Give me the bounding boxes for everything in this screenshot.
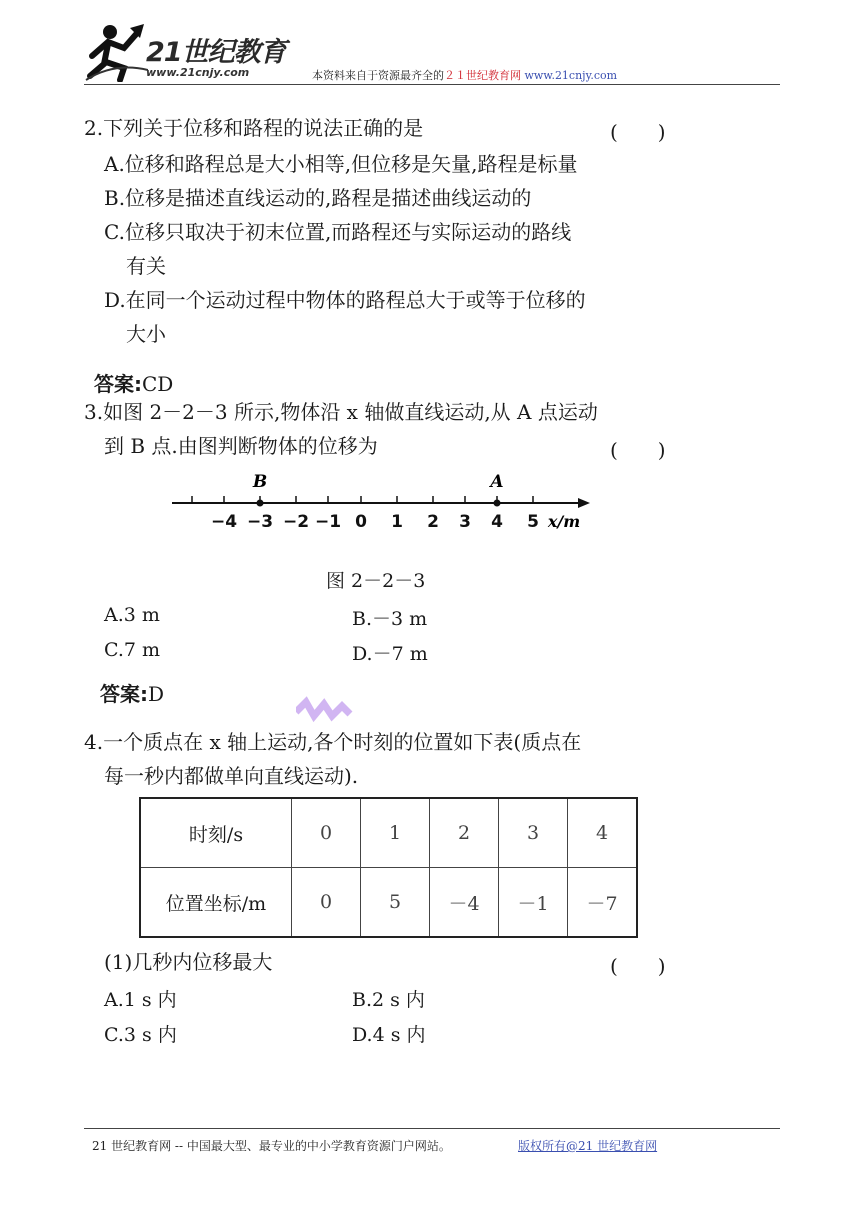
- header-note: [312, 67, 617, 83]
- figure-caption: 图 2－2－3: [326, 570, 426, 592]
- table-row: [140, 868, 637, 938]
- axis-tick-label: −3: [246, 512, 274, 532]
- q4-option-b: B.2 s 内: [352, 989, 425, 1011]
- axis-tick-label: 5: [527, 512, 539, 532]
- watermark-icon: [296, 658, 366, 728]
- q3-answer: [100, 678, 164, 707]
- table-cell: －7: [568, 868, 638, 938]
- logo-url: www.21cnjy.com: [146, 66, 250, 79]
- position-table: [139, 797, 638, 938]
- table-cell: 1: [361, 798, 430, 868]
- axis-arrow-icon: [578, 498, 590, 508]
- table-cell: 3: [499, 798, 568, 868]
- table-cell: 5: [361, 868, 430, 938]
- q2-answer: [94, 368, 173, 397]
- header-note-site: ２１世纪教育网: [444, 69, 521, 82]
- site-logo: [84, 22, 284, 84]
- axis-tick-label: −2: [282, 512, 310, 532]
- q4-option-d: D.4 s 内: [352, 1024, 426, 1046]
- q3-stem-line2: 到 B 点.由图判断物体的位移为: [104, 434, 378, 458]
- footer-text: 21 世纪教育网 -- 中国最大型、最专业的中小学教育资源门户网站。: [92, 1139, 451, 1153]
- q4-stem-line2: 每一秒内都做单向直线运动).: [104, 764, 359, 788]
- footer-divider: [84, 1128, 780, 1129]
- axis-tick-label: −4: [210, 512, 238, 532]
- q2-option-a: A.位移和路程总是大小相等,但位移是矢量,路程是标量: [104, 152, 578, 176]
- q4-option-a: A.1 s 内: [104, 989, 177, 1011]
- axis-tick-label: 3: [459, 512, 471, 532]
- q3-option-a: A.3 m: [104, 604, 160, 626]
- runner-logo-icon: [84, 22, 148, 82]
- table-cell: －4: [430, 868, 499, 938]
- q2-option-b: B.位移是描述直线运动的,路程是描述曲线运动的: [104, 186, 532, 210]
- q2-answer-value: CD: [142, 372, 174, 396]
- q4-stem-line1: 4.一个质点在 x 轴上运动,各个时刻的位置如下表(质点在: [84, 730, 582, 754]
- axis-tick-label: 0: [355, 512, 367, 532]
- header-divider: [84, 84, 780, 85]
- logo-text: 21世纪教育: [146, 37, 286, 68]
- number-line-figure: [168, 470, 598, 540]
- q2-option-d-cont: 大小: [126, 322, 166, 346]
- point-a-dot: [494, 500, 501, 507]
- q3-option-c: C.7 m: [104, 639, 161, 661]
- table-cell: 4: [568, 798, 638, 868]
- table-cell: －1: [499, 868, 568, 938]
- q2-stem: 2.下列关于位移和路程的说法正确的是: [84, 116, 424, 140]
- table-row-head-time: 时刻/s: [140, 798, 292, 868]
- axis-tick-label: −1: [314, 512, 342, 532]
- axis-tick-label: 1: [391, 512, 403, 532]
- axis-tick-label: 4: [491, 512, 503, 532]
- q4-option-c: C.3 s 内: [104, 1024, 177, 1046]
- q3-option-b: B.－3 m: [352, 608, 428, 630]
- q3-stem-line1: 3.如图 2－2－3 所示,物体沿 x 轴做直线运动,从 A 点运动: [84, 400, 598, 424]
- q3-answer-paren: ( ): [610, 438, 666, 462]
- header-note-url[interactable]: www.21cnjy.com: [524, 69, 618, 82]
- axis-tick-label: 2: [427, 512, 439, 532]
- q2-option-c-cont: 有关: [126, 254, 166, 278]
- table-cell: 0: [292, 798, 361, 868]
- q2-option-d: D.在同一个运动过程中物体的路程总大于或等于位移的: [104, 288, 586, 312]
- q2-option-c: C.位移只取决于初末位置,而路程还与实际运动的路线: [104, 220, 572, 244]
- table-cell: 0: [292, 868, 361, 938]
- q3-answer-value: D: [148, 682, 165, 706]
- point-a-label: A: [490, 472, 504, 492]
- q3-option-d: D.－7 m: [352, 643, 428, 665]
- q2-answer-label: 答案:: [94, 372, 142, 396]
- table-cell: 2: [430, 798, 499, 868]
- q4-answer-paren: ( ): [610, 954, 666, 978]
- table-row-head-position: 位置坐标/m: [140, 868, 292, 938]
- header-note-prefix: 本资料来自于资源最齐全的: [312, 69, 444, 82]
- q4-sub1: (1)几秒内位移最大: [104, 950, 273, 974]
- table-row: [140, 798, 637, 868]
- point-b-dot: [257, 500, 264, 507]
- q3-answer-label: 答案:: [100, 682, 148, 706]
- q2-answer-paren: ( ): [610, 120, 666, 144]
- axis-unit-label: x/m: [547, 512, 581, 531]
- point-b-label: B: [252, 472, 268, 492]
- footer-copyright-link[interactable]: 版权所有@21 世纪教育网: [518, 1139, 658, 1153]
